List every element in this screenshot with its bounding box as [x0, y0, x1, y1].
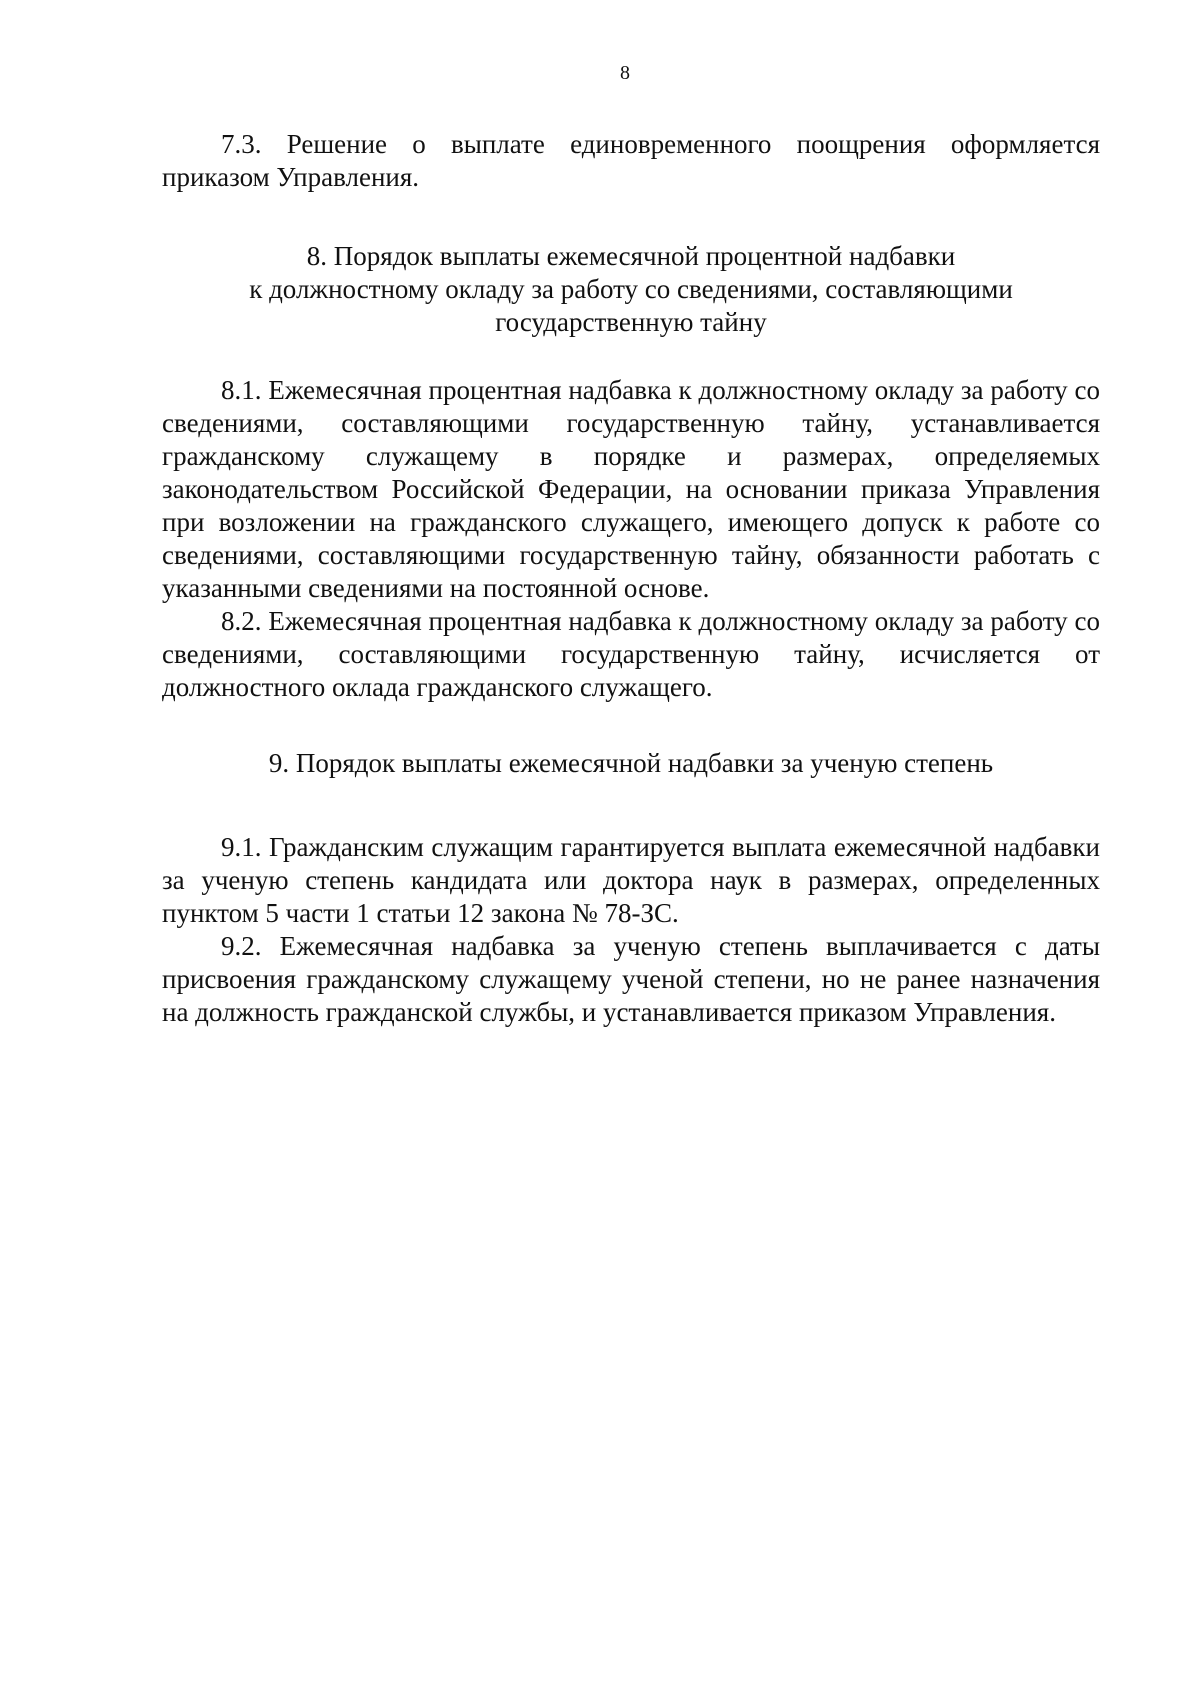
paragraph-8-1: 8.1. Ежемесячная процентная надбавка к должностному окладу за работу со сведениями, составляющими государственную тайну, устанавливается гражданскому служащему в порядке и размерах, определяемых законодательством Российской Федерации, на основании приказа Управления при возложении на гражданского служащего, имеющего допуск к работе со сведениями, составляющими государственную тайну, обязанности работать с указанными сведениями на постоянной основе. — [162, 375, 1100, 603]
section-heading-8-line-1: 8. Порядок выплаты ежемесячной процентной надбавки — [306, 241, 956, 271]
section-heading-8-line-3: государственную тайну — [495, 307, 767, 337]
page-number: 8 — [620, 62, 630, 84]
paragraph-9-1: 9.1. Гражданским служащим гарантируется выплата ежемесячной надбавки за ученую степень кандидата или доктора наук в размерах, определенных пунктом 5 части 1 статьи 12 закона № 78-ЗС. — [162, 832, 1100, 928]
document-body — [162, 128, 1100, 1029]
paragraph-8-2: 8.2. Ежемесячная процентная надбавка к должностному окладу за работу со сведениями, составляющими государственную тайну, исчисляется от должностного оклада гражданского служащего. — [162, 606, 1100, 702]
section-heading-9: 9. Порядок выплаты ежемесячной надбавки за ученую степень — [268, 748, 994, 778]
paragraph-7-3: 7.3. Решение о выплате единовременного поощрения оформляется приказом Управления. — [162, 129, 1100, 192]
section-heading-8 — [162, 240, 1100, 339]
section-heading-8-line-2: к должностному окладу за работу со сведениями, составляющими — [249, 274, 1013, 304]
paragraph-9-2: 9.2. Ежемесячная надбавка за ученую степень выплачивается с даты присвоения гражданскому служащему ученой степени, но не ранее назначения на должность гражданской службы, и устанавливается приказом Управления. — [162, 931, 1100, 1027]
